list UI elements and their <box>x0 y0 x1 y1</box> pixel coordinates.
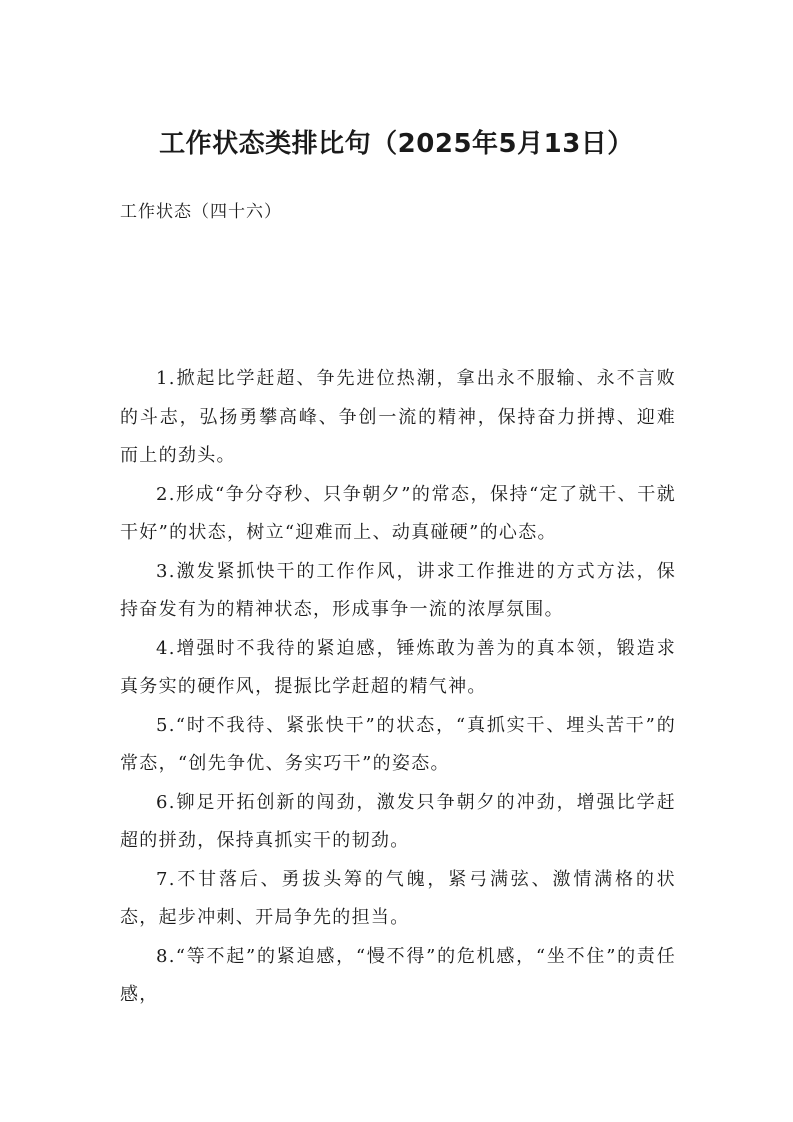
document-title: 工作状态类排比句（2025年5月13日） <box>159 129 634 159</box>
paragraph-5: 5.“时不我待、紧张快干”的状态，“真抓实干、埋头苦干”的常态，“创先争优、务实巧干”的姿态。 <box>120 714 676 774</box>
paragraph-3: 3.激发紧抓快干的工作作风，讲求工作推进的方式方法，保持奋发有为的精神状态，形成事争一流的浓厚氛围。 <box>120 560 676 620</box>
paragraph-2: 2.形成“争分夺秒、只争朝夕”的常态，保持“定了就干、干就干好”的状态，树立“迎难而上、动真碰硬”的心态。 <box>120 483 676 543</box>
paragraph-7: 7.不甘落后、勇拔头筹的气魄，紧弓满弦、激情满格的状态，起步冲刺、开局争先的担当。 <box>120 868 676 928</box>
document-body <box>120 360 676 1015</box>
paragraph-4: 4.增强时不我待的紧迫感，锤炼敢为善为的真本领，锻造求真务实的硬作风，提振比学赶超的精气神。 <box>120 637 676 697</box>
paragraph-8: 8.“等不起”的紧迫感，“慢不得”的危机感，“坐不住”的责任感， <box>120 945 676 1005</box>
paragraph-6: 6.铆足开拓创新的闯劲，激发只争朝夕的冲劲，增强比学赶超的拼劲，保持真抓实干的韧劲。 <box>120 791 676 851</box>
paragraph-1: 1.掀起比学赶超、争先进位热潮，拿出永不服输、永不言败的斗志，弘扬勇攀高峰、争创一流的精神，保持奋力拼搏、迎难而上的劲头。 <box>120 368 676 466</box>
document-subtitle: 工作状态（四十六） <box>120 202 282 222</box>
